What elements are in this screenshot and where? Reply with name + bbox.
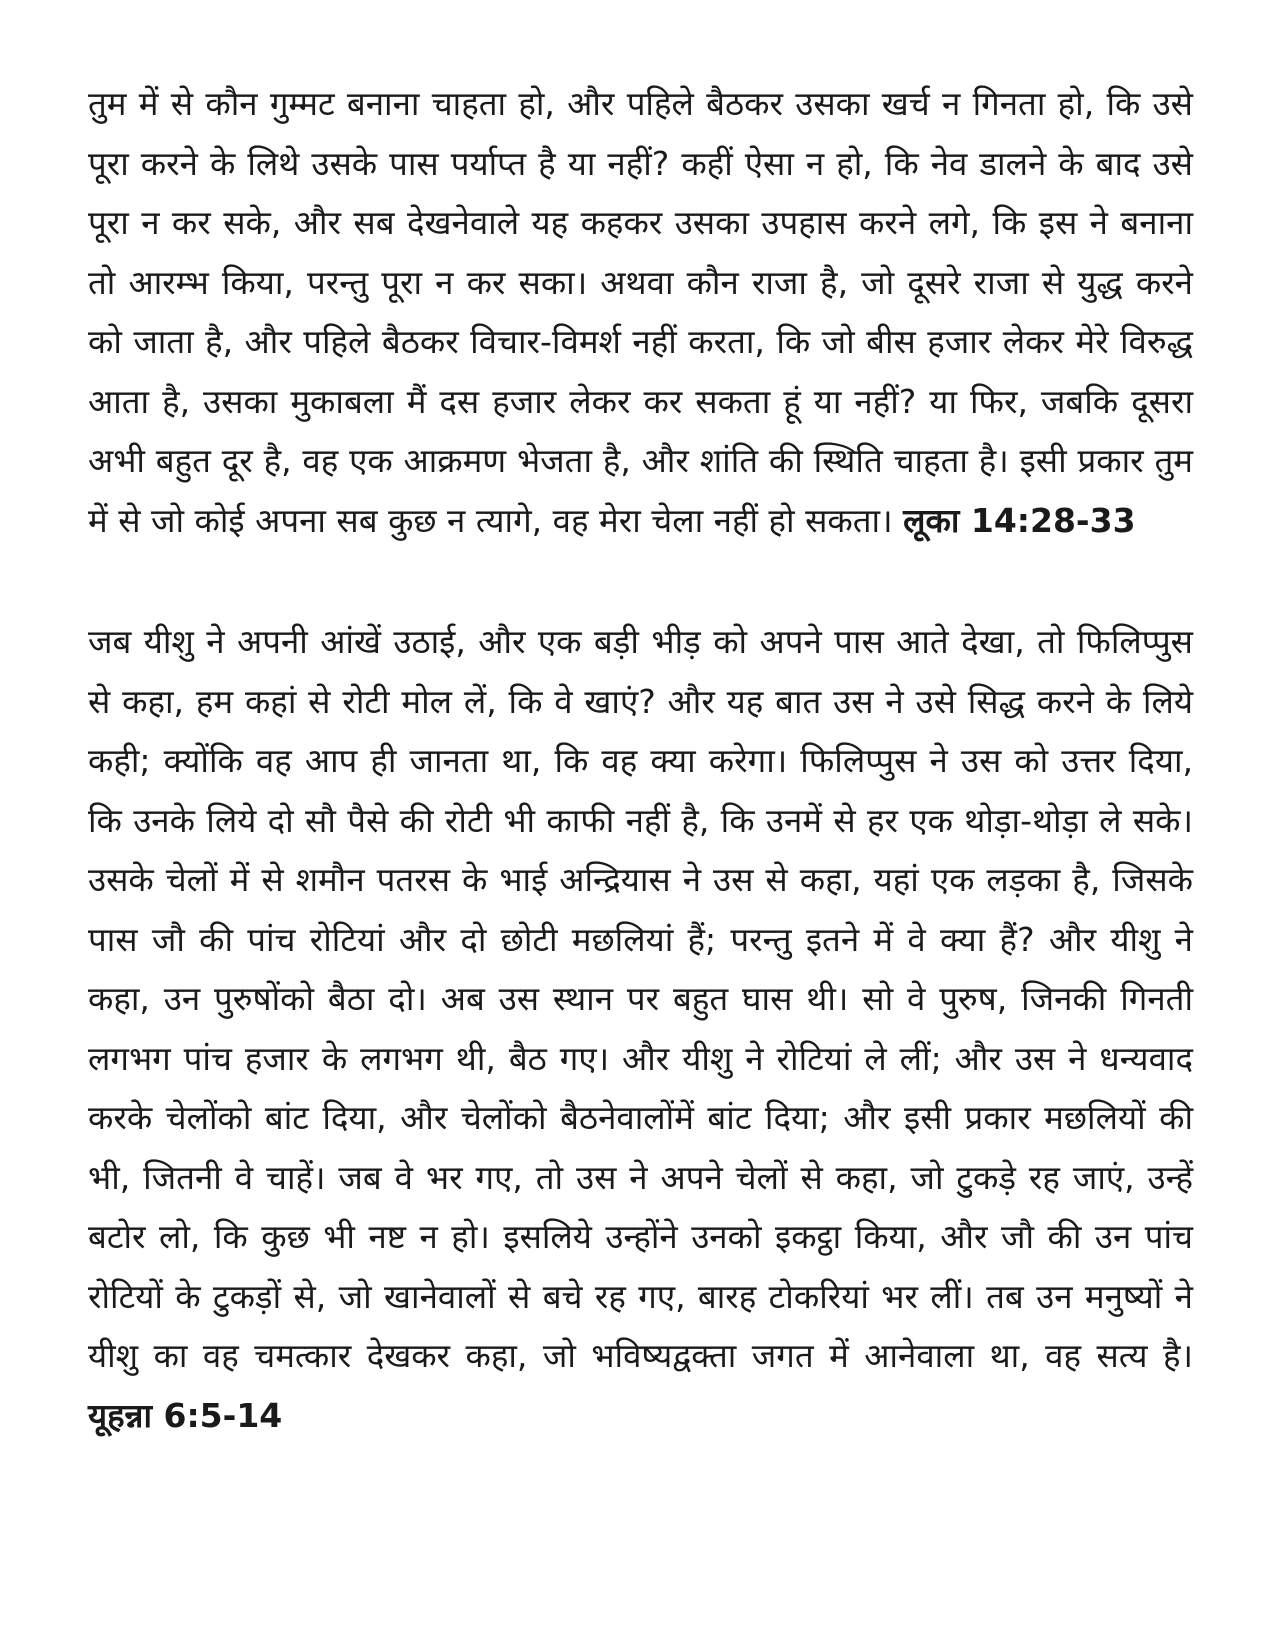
passage-john bbox=[88, 612, 1193, 1445]
passage-luke bbox=[88, 74, 1193, 550]
scripture-reference: यूहन्ना 6:5-14 bbox=[88, 1395, 283, 1435]
document-page bbox=[88, 74, 1193, 1445]
scripture-reference: लूका 14:28-33 bbox=[903, 500, 1136, 540]
passage-text: जब यीशु ने अपनी आंखें उठाई, और एक बड़ी भीड़ को अपने पास आते देखा, तो फिलिप्पुस से कहा, हम कहां से रोटी मोल लें, कि वे खाएं? और यह बात उस ने उसे सिद्ध करने के लिये कही; क्योंकि वह आप ही जानता था, कि वह क्या करेगा। फिलिप्पुस ने उस को उत्तर दिया, कि उनके लिये दो सौ पैसे की रोटी भी काफी नहीं है, कि उनमें से हर एक थोड़ा-थोड़ा ले सके। उसके चेलों में से शमौन पतरस के भाई अन्द्रियास ने उस से कहा, यहां एक लड़का है, जिसके पास जौ की पांच रोटियां और दो छोटी मछलियां हैं; परन्तु इतने में वे क्या हैं? और यीशु ने कहा, उन पुरुषोंको बैठा दो। अब उस स्थान पर बहुत घास थी। सो वे पुरुष, जिनकी गिनती लगभग पांच हजार के लगभग थी, बैठ गए। और यीशु ने रोटियां ले लीं; और उस ने धन्यवाद करके चेलोंको बांट दिया, और चेलोंको बैठनेवालोंमें बांट दिया; और इसी प्रकार मछलियों की भी, जितनी वे चाहें। जब वे भर गए, तो उस ने अपने चेलों से कहा, जो टुकड़े रह जाएं, उन्हें बटोर लो, कि कुछ भी नष्ट न हो। इसलिये उन्होंने उनको इकट्ठा किया, और जौ की उन पांच रोटियों के टुकड़ों से, जो खानेवालों से बचे रह गए, बारह टोकरियां भर लीं। तब उन मनुष्यों ने यीशु का वह चमत्कार देखकर कहा, जो भविष्यद्वक्ता जगत में आनेवाला था, वह सत्य है। bbox=[88, 622, 1193, 1375]
passage-text: तुम में से कौन गुम्मट बनाना चाहता हो, और पहिले बैठकर उसका खर्च न गिनता हो, कि उसे पूरा करने के लिथे उसके पास पर्याप्त है या नहीं? कहीं ऐसा न हो, कि नेव डालने के बाद उसे पूरा न कर सके, और सब देखनेवाले यह कहकर उसका उपहास करने लगे, कि इस ने बनाना तो आरम्भ किया, परन्तु पूरा न कर सका। अथवा कौन राजा है, जो दूसरे राजा से युद्ध करने को जाता है, और पहिले बैठकर विचार-विमर्श नहीं करता, कि जो बीस हजार लेकर मेरे विरुद्ध आता है, उसका मुकाबला मैं दस हजार लेकर कर सकता हूं या नहीं? या फिर, जबकि दूसरा अभी बहुत दूर है, वह एक आक्रमण भेजता है, और शांति की स्थिति चाहता है। इसी प्रकार तुम में से जो कोई अपना सब कुछ न त्यागे, वह मेरा चेला नहीं हो सकता। bbox=[88, 84, 1193, 540]
